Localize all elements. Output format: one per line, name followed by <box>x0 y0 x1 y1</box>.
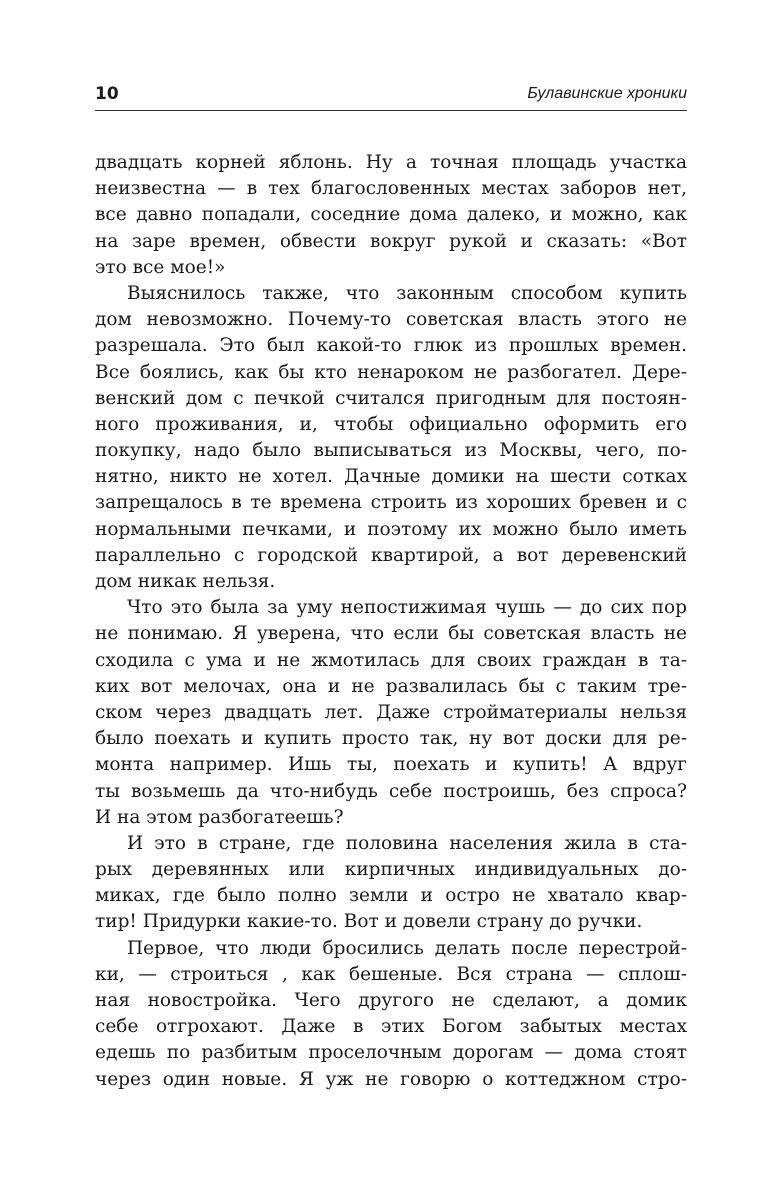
text-line: на заре времен, обвести вокруг рукой и сказать: «Вот <box>95 230 687 252</box>
paragraph-first-line: Что это была за уму непостижимая чушь — до сих пор <box>127 597 687 619</box>
text-line: через один новые. Я уж не говорю о коттеджном стро- <box>95 1068 687 1090</box>
text-line: едешь по разбитым проселочным дорогам — дома стоят <box>95 1042 687 1064</box>
text-line: дом невозможно. Почему-то советская власть этого не <box>95 309 687 331</box>
text-line: сходила с ума и не жмотилась для своих граждан в та- <box>95 649 687 671</box>
text-line: себе отгрохают. Даже в этих Богом забытых местах <box>95 1016 687 1038</box>
text-line: тир! Придурки какие-то. Вот и довели страну до ручки. <box>95 911 643 933</box>
text-line: нятно, никто не хотел. Дачные домики на шести сотках <box>95 466 687 488</box>
page-number: 10 <box>95 84 119 104</box>
running-title: Булавинские хроники <box>527 85 687 102</box>
text-line: венский дом с печкой считался пригодным для постоян- <box>95 387 687 409</box>
text-line: ки, — строиться , как бешеные. Вся страна — сплош- <box>95 963 687 985</box>
body-text <box>95 150 687 1093</box>
text-line: нормальными печками, и поэтому их можно было иметь <box>95 518 687 540</box>
text-line: ная новостройка. Чего другого не сделают, а домик <box>95 990 687 1011</box>
text-line: ском через двадцать лет. Даже стройматериалы нельзя <box>95 701 687 723</box>
paragraph-first-line: Выяснилось также, что законным способом купить <box>127 282 687 304</box>
text-line: неизвестна — в тех благословенных местах заборов нет, <box>95 178 687 200</box>
text-line: И на этом разбогатеешь? <box>95 806 344 828</box>
running-header <box>95 82 687 111</box>
text-line: миках, где было полно земли и остро не хватало квар- <box>95 885 687 907</box>
text-line: покупку, надо было выписываться из Москвы, чего, по- <box>95 440 687 462</box>
text-line: запрещалось в те времена строить из хороших бревен и с <box>95 492 687 514</box>
text-line: ного проживания, и, чтобы официально оформить его <box>95 413 687 435</box>
text-line: рых деревянных или кирпичных индивидуальных до- <box>95 859 687 881</box>
text-line: не понимаю. Я уверена, что если бы советская власть не <box>95 623 687 645</box>
text-line: было поехать и купить просто так, ну вот доски для ре- <box>95 728 687 750</box>
text-line: ты возьмешь да что-нибудь себе построишь, без спроса? <box>95 780 687 802</box>
text-line: монта например. Ишь ты, поехать и купить! А вдруг <box>95 754 687 776</box>
text-line: двадцать корней яблонь. Ну а точная площадь участка <box>95 152 687 173</box>
text-line: параллельно с городской квартирой, а вот деревенский <box>95 544 687 566</box>
text-line: разрешала. Это был какой-то глюк из прошлых времен. <box>95 335 687 357</box>
text-line: это все мое!» <box>95 256 226 278</box>
text-line: все давно попадали, соседние дома далеко, и можно, как <box>95 204 687 226</box>
text-line: Все боялись, как бы кто ненароком не разбогател. Дере- <box>95 361 687 383</box>
paragraph-first-line: И это в стране, где половина населения жила в ста- <box>127 832 687 854</box>
text-line: дом никак нельзя. <box>95 571 276 592</box>
text-line: ких вот мелочах, она и не развалилась бы с таким тре- <box>95 675 687 697</box>
paragraph-first-line: Первое, что люди бросились делать после перестрой- <box>127 937 687 959</box>
